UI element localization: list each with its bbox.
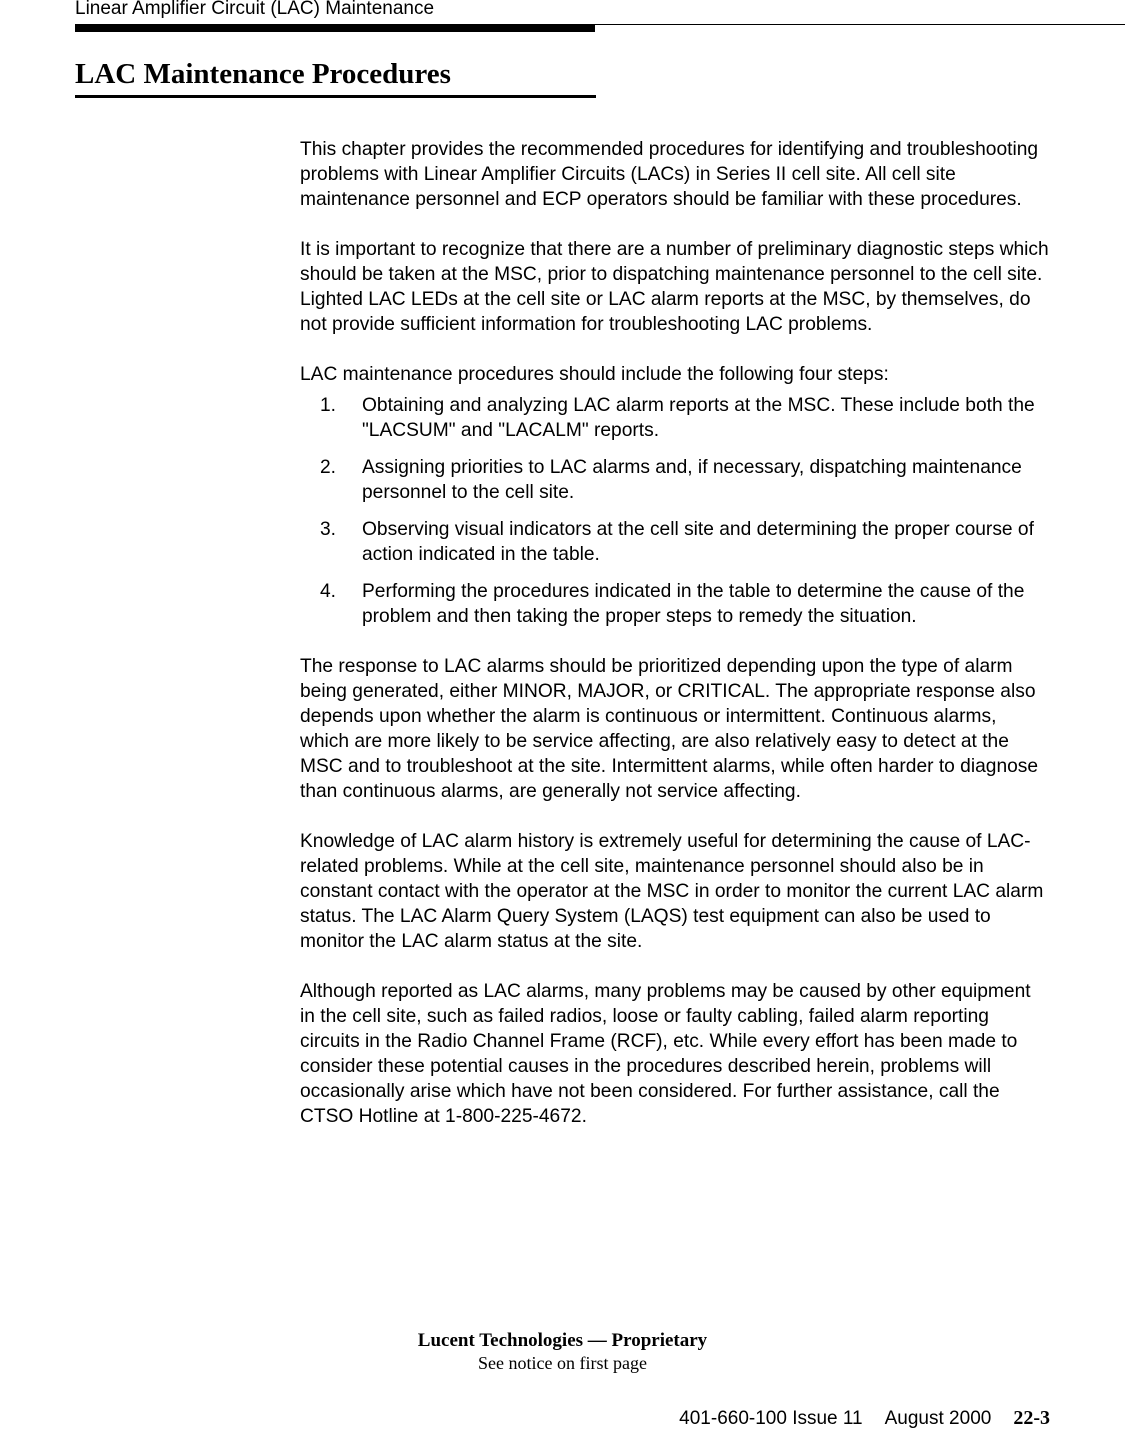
page-number: 22-3 bbox=[1013, 1407, 1050, 1429]
intro-paragraph: This chapter provides the recommended procedures for identifying and troubleshooting problems with Linear Amplifier Circuits (LACs) in Series II cell site. All cell site maintenance personnel and ECP operators should be familiar with these procedures. bbox=[300, 139, 1039, 210]
step-number: 1. bbox=[320, 395, 337, 416]
doc-date: August 2000 bbox=[884, 1408, 992, 1429]
list-item bbox=[300, 455, 1050, 505]
list-item bbox=[300, 517, 1050, 567]
step-number: 3. bbox=[320, 519, 337, 540]
doc-number: 401-660-100 Issue 11 bbox=[679, 1408, 863, 1429]
step-text: Obtaining and analyzing LAC alarm reports at the MSC. These include both the "LACSUM" and "LACALM" reports. bbox=[362, 395, 1035, 441]
footer-doc-info bbox=[679, 1406, 1050, 1431]
list-item bbox=[300, 579, 1050, 629]
footer-notice bbox=[0, 1351, 1125, 1375]
list-item bbox=[300, 393, 1050, 443]
section-title-rule bbox=[75, 95, 596, 98]
step-text: Assigning priorities to LAC alarms and, if necessary, dispatching maintenance personnel to the cell site. bbox=[362, 457, 1022, 503]
notice-label: See notice on first page bbox=[478, 1353, 647, 1373]
proprietary-label: Lucent Technologies — Proprietary bbox=[417, 1330, 708, 1351]
body-text bbox=[300, 137, 1050, 1154]
other-causes-paragraph: Although reported as LAC alarms, many problems may be caused by other equipment in the cell site, such as failed radios, loose or faulty cabling, failed alarm reporting circuits in the Radio Channel Frame (RCF), etc. While every effort has been made to consider these potential causes in the procedures described herein, problems will occasionally arise which have not been considered. For further assistance, call the CTSO Hotline at 1-800-225-4672. bbox=[300, 981, 1031, 1127]
footer-company bbox=[0, 1329, 1125, 1353]
running-header: Linear Amplifier Circuit (LAC) Maintenance bbox=[75, 0, 435, 19]
step-number: 2. bbox=[320, 457, 337, 478]
diagnostic-paragraph: It is important to recognize that there are a number of preliminary diagnostic steps which should be taken at the MSC, prior to dispatching maintenance personnel to the cell site. Lighted LAC LEDs at the cell site or LAC alarm reports at the MSC, by themselves, do not provide sufficient information for troubleshooting LAC problems. bbox=[300, 239, 1049, 335]
header-bar bbox=[75, 24, 595, 32]
alarm-priority-paragraph: The response to LAC alarms should be prioritized depending upon the type of alarm being generated, either MINOR, MAJOR, or CRITICAL. The appropriate response also depends upon whether the alarm is continuous or intermittent. Continuous alarms, which are more likely to be service affecting, are also relatively easy to detect at the MSC and to troubleshoot at the site. Intermittent alarms, while often harder to diagnose than continuous alarms, are generally not service affecting. bbox=[300, 656, 1039, 802]
section-title: LAC Maintenance Procedures bbox=[75, 58, 451, 90]
procedure-steps bbox=[300, 393, 1050, 629]
list-intro: LAC maintenance procedures should include the following four steps: bbox=[300, 364, 889, 385]
alarm-history-paragraph: Knowledge of LAC alarm history is extremely useful for determining the cause of LAC-related problems. While at the cell site, maintenance personnel should also be in constant contact with the operator at the MSC in order to monitor the current LAC alarm status. The LAC Alarm Query System (LAQS) test equipment can also be used to monitor the LAC alarm status at the site. bbox=[300, 831, 1044, 952]
step-number: 4. bbox=[320, 581, 337, 602]
step-text: Observing visual indicators at the cell site and determining the proper course of action indicated in the table. bbox=[362, 519, 1034, 565]
step-text: Performing the procedures indicated in the table to determine the cause of the problem and then taking the proper steps to remedy the situation. bbox=[362, 581, 1025, 627]
